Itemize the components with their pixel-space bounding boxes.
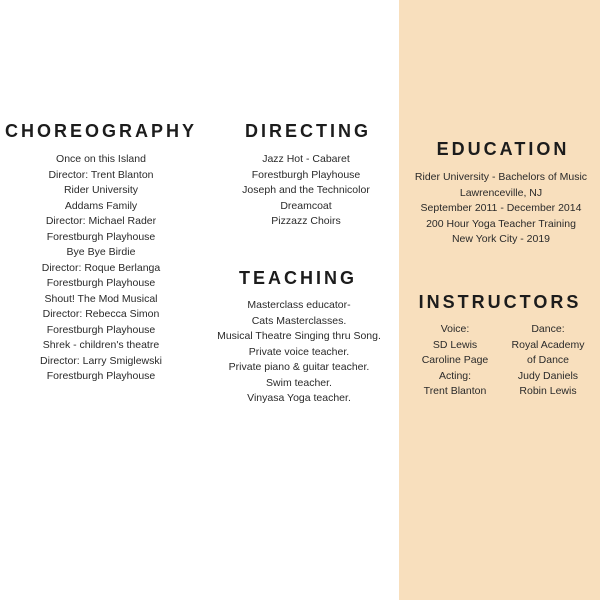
choreography-entry (40, 292, 162, 339)
entry-line: Forestburgh Playhouse (46, 230, 156, 243)
entry-line: Rider University - Bachelors of Music (414, 171, 588, 183)
entry-line: Private voice teacher. (248, 345, 350, 358)
entry-line: Once on this Island (56, 153, 146, 165)
instructor-line: Voice: (440, 323, 470, 335)
directing-heading: DIRECTING (245, 121, 371, 141)
teaching-entry (217, 298, 381, 345)
entry-line: Bye Bye Birdie (66, 246, 136, 258)
entry-line: September 2011 - December 2014 (420, 202, 582, 214)
instructors-voice-acting (422, 322, 489, 400)
entry-line: Forestburgh Playhouse (46, 370, 156, 382)
education-entry (415, 217, 587, 248)
entry-line: Director: Roque Berlanga (41, 261, 161, 274)
choreography-heading: CHOREOGRAPHY (4, 121, 198, 141)
instructor-line: SD Lewis (432, 338, 478, 351)
entry-line: Jazz Hot - Cabaret (262, 153, 350, 165)
education-heading: EDUCATION (436, 139, 570, 159)
entry-line: Rider University (63, 184, 139, 196)
directing-list (242, 152, 370, 230)
instructor-line: Acting: (438, 369, 472, 382)
entry-line: Masterclass educator- (247, 299, 351, 311)
instructor-line: Dance: (531, 323, 565, 335)
teaching-entry (217, 345, 381, 407)
directing-entry (242, 152, 370, 183)
entry-line: Forestburgh Playhouse (46, 277, 156, 289)
entry-line: Swim teacher. (266, 376, 332, 389)
choreography-entry (40, 338, 162, 385)
entry-line: Dreamcoat (280, 199, 332, 212)
teaching-heading: TEACHING (239, 268, 357, 288)
entry-line: Vinyasa Yoga teacher. (247, 392, 351, 404)
entry-line: Director: Trent Blanton (48, 168, 154, 181)
choreography-entry (40, 245, 162, 292)
entry-line: Cats Masterclasses. (251, 314, 347, 327)
instructor-line: Royal Academy (511, 338, 585, 351)
directing-entry (242, 183, 370, 230)
entry-line: Joseph and the Technicolor (242, 184, 370, 196)
choreography-entry (40, 152, 162, 199)
entry-line: Private piano & guitar teacher. (228, 361, 370, 373)
instructor-line: Trent Blanton (423, 385, 487, 397)
entry-line: Shout! The Mod Musical (44, 292, 158, 305)
choreography-entry (40, 199, 162, 246)
entry-line: Shrek - children's theatre (42, 339, 160, 351)
entry-line: Director: Larry Smiglewski (40, 354, 162, 367)
entry-line: Lawrenceville, NJ (459, 186, 543, 199)
instructors-dance (512, 322, 585, 400)
education-entry (415, 170, 587, 217)
instructor-line: Judy Daniels (517, 369, 579, 382)
entry-line: 200 Hour Yoga Teacher Training (426, 217, 576, 230)
instructor-line: of Dance (526, 354, 570, 366)
entry-line: Forestburgh Playhouse (46, 323, 156, 336)
instructor-line: Robin Lewis (519, 385, 577, 397)
entry-line: Forestburgh Playhouse (251, 168, 361, 181)
entry-line: Director: Rebecca Simon (42, 308, 160, 320)
instructors-heading: INSTRUCTORS (418, 292, 582, 312)
entry-line: Director: Michael Rader (45, 215, 157, 227)
entry-line: Addams Family (64, 199, 138, 212)
entry-line: Musical Theatre Singing thru Song. (217, 330, 381, 342)
education-list (415, 170, 587, 248)
instructor-line: Caroline Page (421, 354, 489, 366)
choreography-list (40, 152, 162, 385)
entry-line: New York City - 2019 (451, 233, 551, 245)
entry-line: Pizzazz Choirs (271, 215, 341, 227)
teaching-list (217, 298, 381, 407)
